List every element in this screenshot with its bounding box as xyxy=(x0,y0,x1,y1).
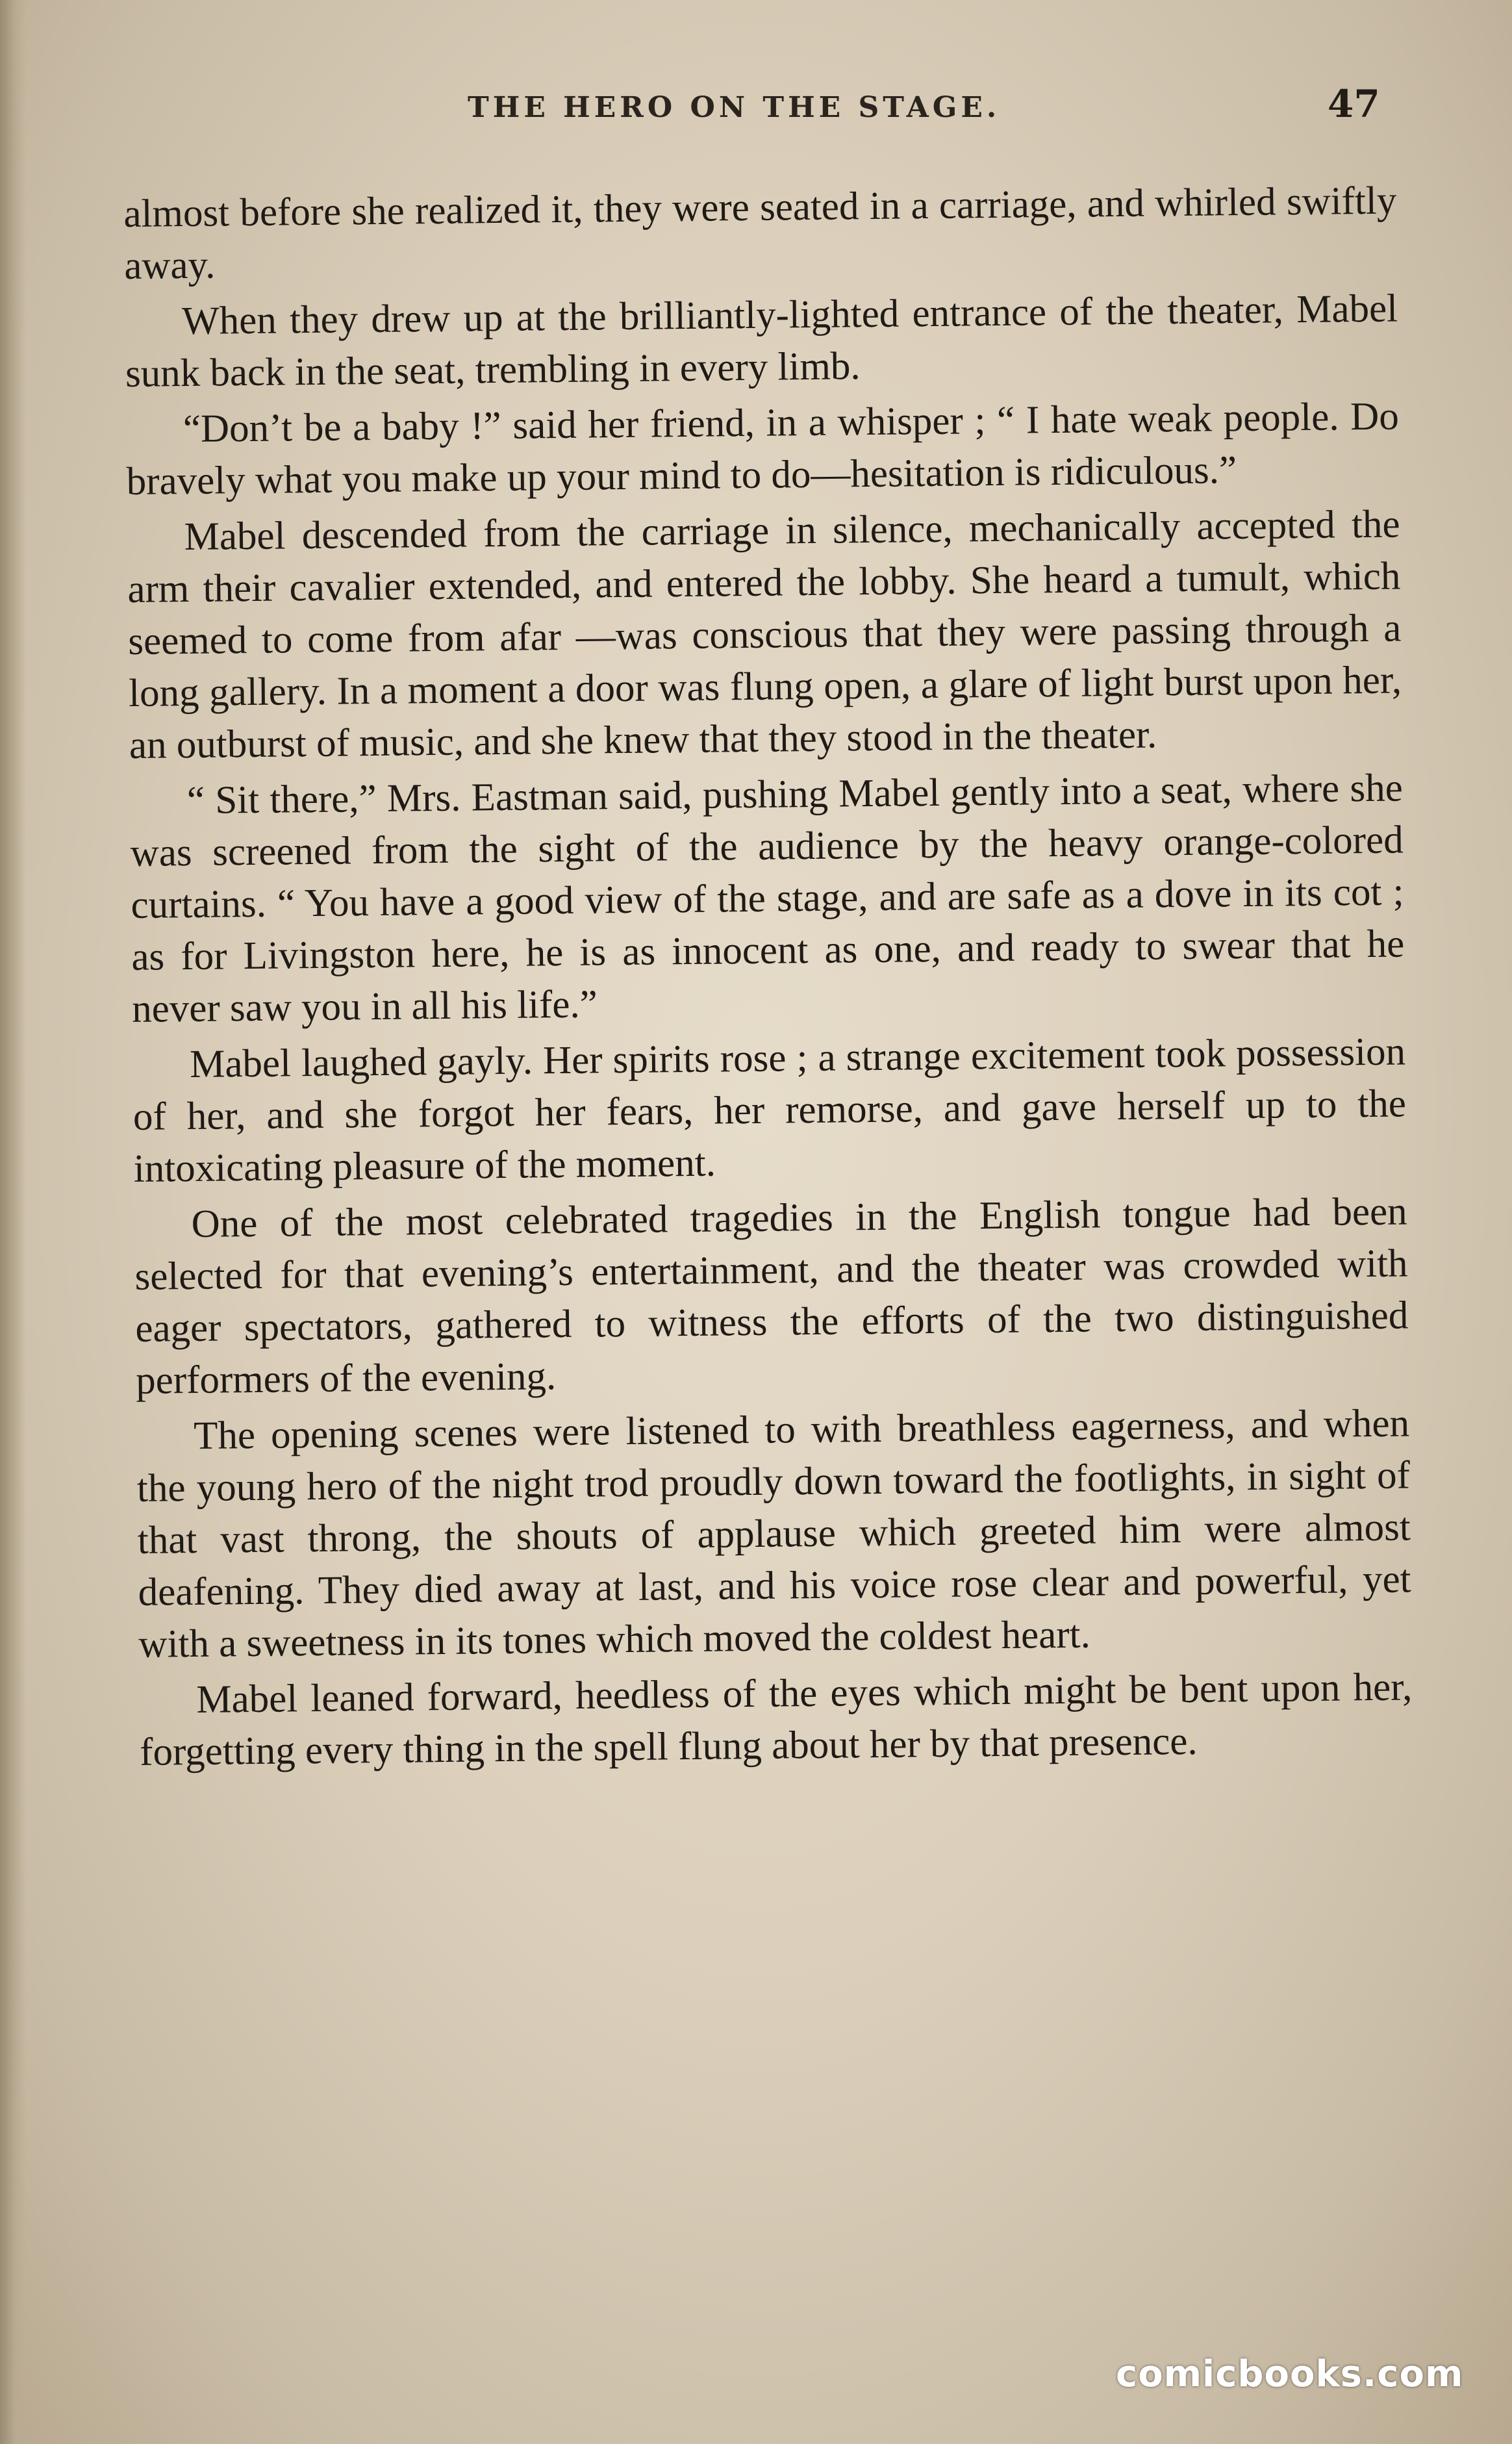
paragraph: One of the most celebrated tragedies in the English tongue had been selected for that evening’s entertainment, and the theater was crowded with eager spectators, gathered to witness the efforts of the two distinguished performers of the evening. xyxy=(134,1190,1409,1403)
paragraph: Mabel descended from the carriage in silence, mechanically accepted the arm their cavalier extended, and entered the lobby. She heard a tumult, which seemed to come from afar —was conscious that they were passing through a long gallery. In a moment a door was flung open, a glare of light burst upon her, an outburst of music, and she knew that they stood in the theater. xyxy=(127,502,1402,767)
running-title: THE HERO ON THE STAGE. xyxy=(468,91,1001,124)
paragraph: almost before she realized it, they were seated in a carriage, and whirled swiftly away. xyxy=(123,179,1397,288)
paragraph: When they drew up at the brilliantly-lighted entrance of the theater, Mabel sunk back in the seat, trembling in every limb. xyxy=(125,286,1398,396)
body-text xyxy=(123,175,1413,1782)
page-edge-shadow xyxy=(0,0,26,2444)
paragraph: “ Sit there,” Mrs. Eastman said, pushing Mabel gently into a seat, where she was screened from the sight of the audience by the heavy orange-colored curtains. “ You have a good view of the stage, and are safe as a dove in its cot ; as for Livingston here, he is as innocent as one, and ready to swear that he never saw you in all his life.” xyxy=(130,766,1405,1031)
page-number: 47 xyxy=(1328,82,1380,126)
paragraph: The opening scenes were listened to with breathless eagerness, and when the young hero of the night trod proudly down toward the footlights, in sight of that vast throng, the shouts of applause which greeted him were almost deafening. They died away at last, and his voice rose clear and powerful, yet with a sweetness in its tones which moved the coldest heart. xyxy=(136,1401,1411,1666)
paragraph: Mabel leaned forward, heedless of the eyes which might be bent upon her, forgetting every thing in the spell flung about her by that presence. xyxy=(139,1665,1413,1774)
paragraph: Mabel laughed gayly. Her spirits rose ; a strange excitement took possession of her, and she forgot her fears, her remorse, and gave herself up to the intoxicating pleasure of the moment. xyxy=(132,1030,1407,1191)
paragraph: “Don’t be a baby !” said her friend, in a whisper ; “ I hate weak people. Do bravely what you make up your mind to do—hesitation is ridiculous.” xyxy=(126,394,1400,503)
watermark: comicbooks.com xyxy=(1116,2353,1464,2395)
